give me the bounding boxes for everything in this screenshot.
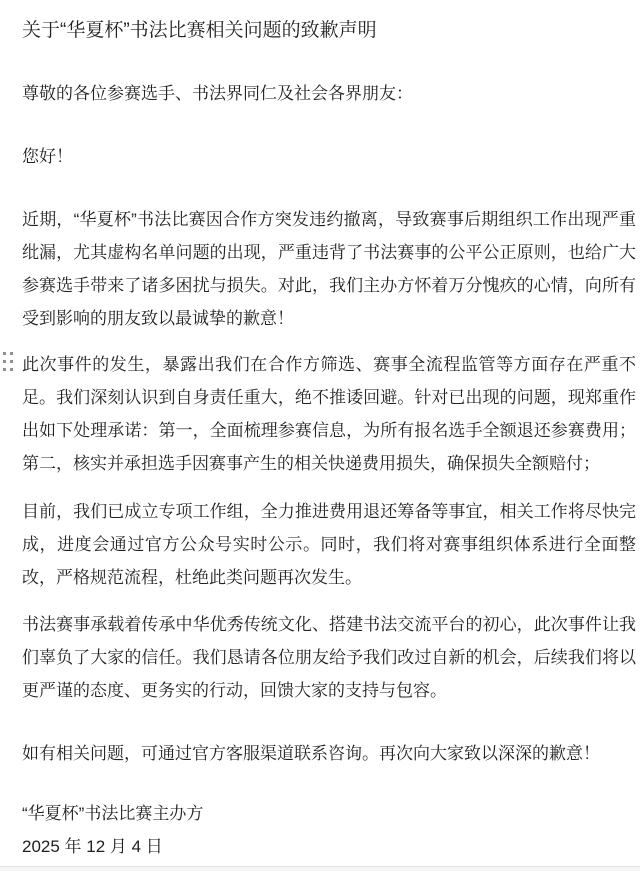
greeting-line: 您好！ bbox=[22, 147, 73, 166]
paragraph-refund-progress: 目前，我们已成立专项工作组，全力推进费用退还筹备等事宜，相关工作将尽快完成，进度会通过官方公众号实时公示。同时，我们将对赛事组织体系进行全面整改，严格规范流程，杜绝此类问题再次发生。 bbox=[22, 502, 636, 587]
paragraph-incident-apology: 近期，“华夏杯”书法比赛因合作方突发违约撤离，导致赛事后期组织工作出现严重纰漏，尤其虚构名单问题的出现，严重违背了书法赛事的公平公正原则，也给广大参赛选手带来了诸多困扰与损失。对此，我们主办方怀着万分愧疚的心情，向所有受到影响的朋友致以最诚挚的歉意！ bbox=[22, 210, 636, 328]
paragraph-trust-pledge: 书法赛事承载着传承中华优秀传统文化、搭建书法交流平台的初心，此次事件让我们辜负了大家的信任。我们恳请各位朋友给予我们改过自新的机会，后续我们将以更严谨的态度、更务实的行动，回馈大家的支持与包容。 bbox=[22, 615, 636, 700]
paragraph-commitments: 此次事件的发生，暴露出我们在合作方筛选、赛事全流程监管等方面存在严重不足。我们深刻认识到自身责任重大，绝不推诿回避。针对已出现的问题，现郑重作出如下处理承诺：第一，全面梳理参赛信息，为所有报名选手全额退还参赛费用；第二，核实并承担选手因赛事产生的相关快递费用损失，确保损失全额赔付； bbox=[22, 355, 636, 473]
page-title: 关于“华夏杯”书法比赛相关问题的致歉声明 bbox=[22, 20, 377, 41]
paragraph-contact-info: 如有相关问题，可通过官方客服渠道联系咨询。再次向大家致以深深的歉意！ bbox=[22, 744, 600, 763]
signature-line: “华夏杯”书法比赛主办方 bbox=[22, 804, 204, 823]
date-line: 2025 年 12 月 4 日 bbox=[22, 837, 163, 856]
drag-handle-icon[interactable] bbox=[3, 352, 15, 374]
salutation-line: 尊敬的各位参赛选手、书法界同仁及社会各界朋友： bbox=[22, 84, 413, 103]
bottom-strip bbox=[0, 867, 640, 871]
